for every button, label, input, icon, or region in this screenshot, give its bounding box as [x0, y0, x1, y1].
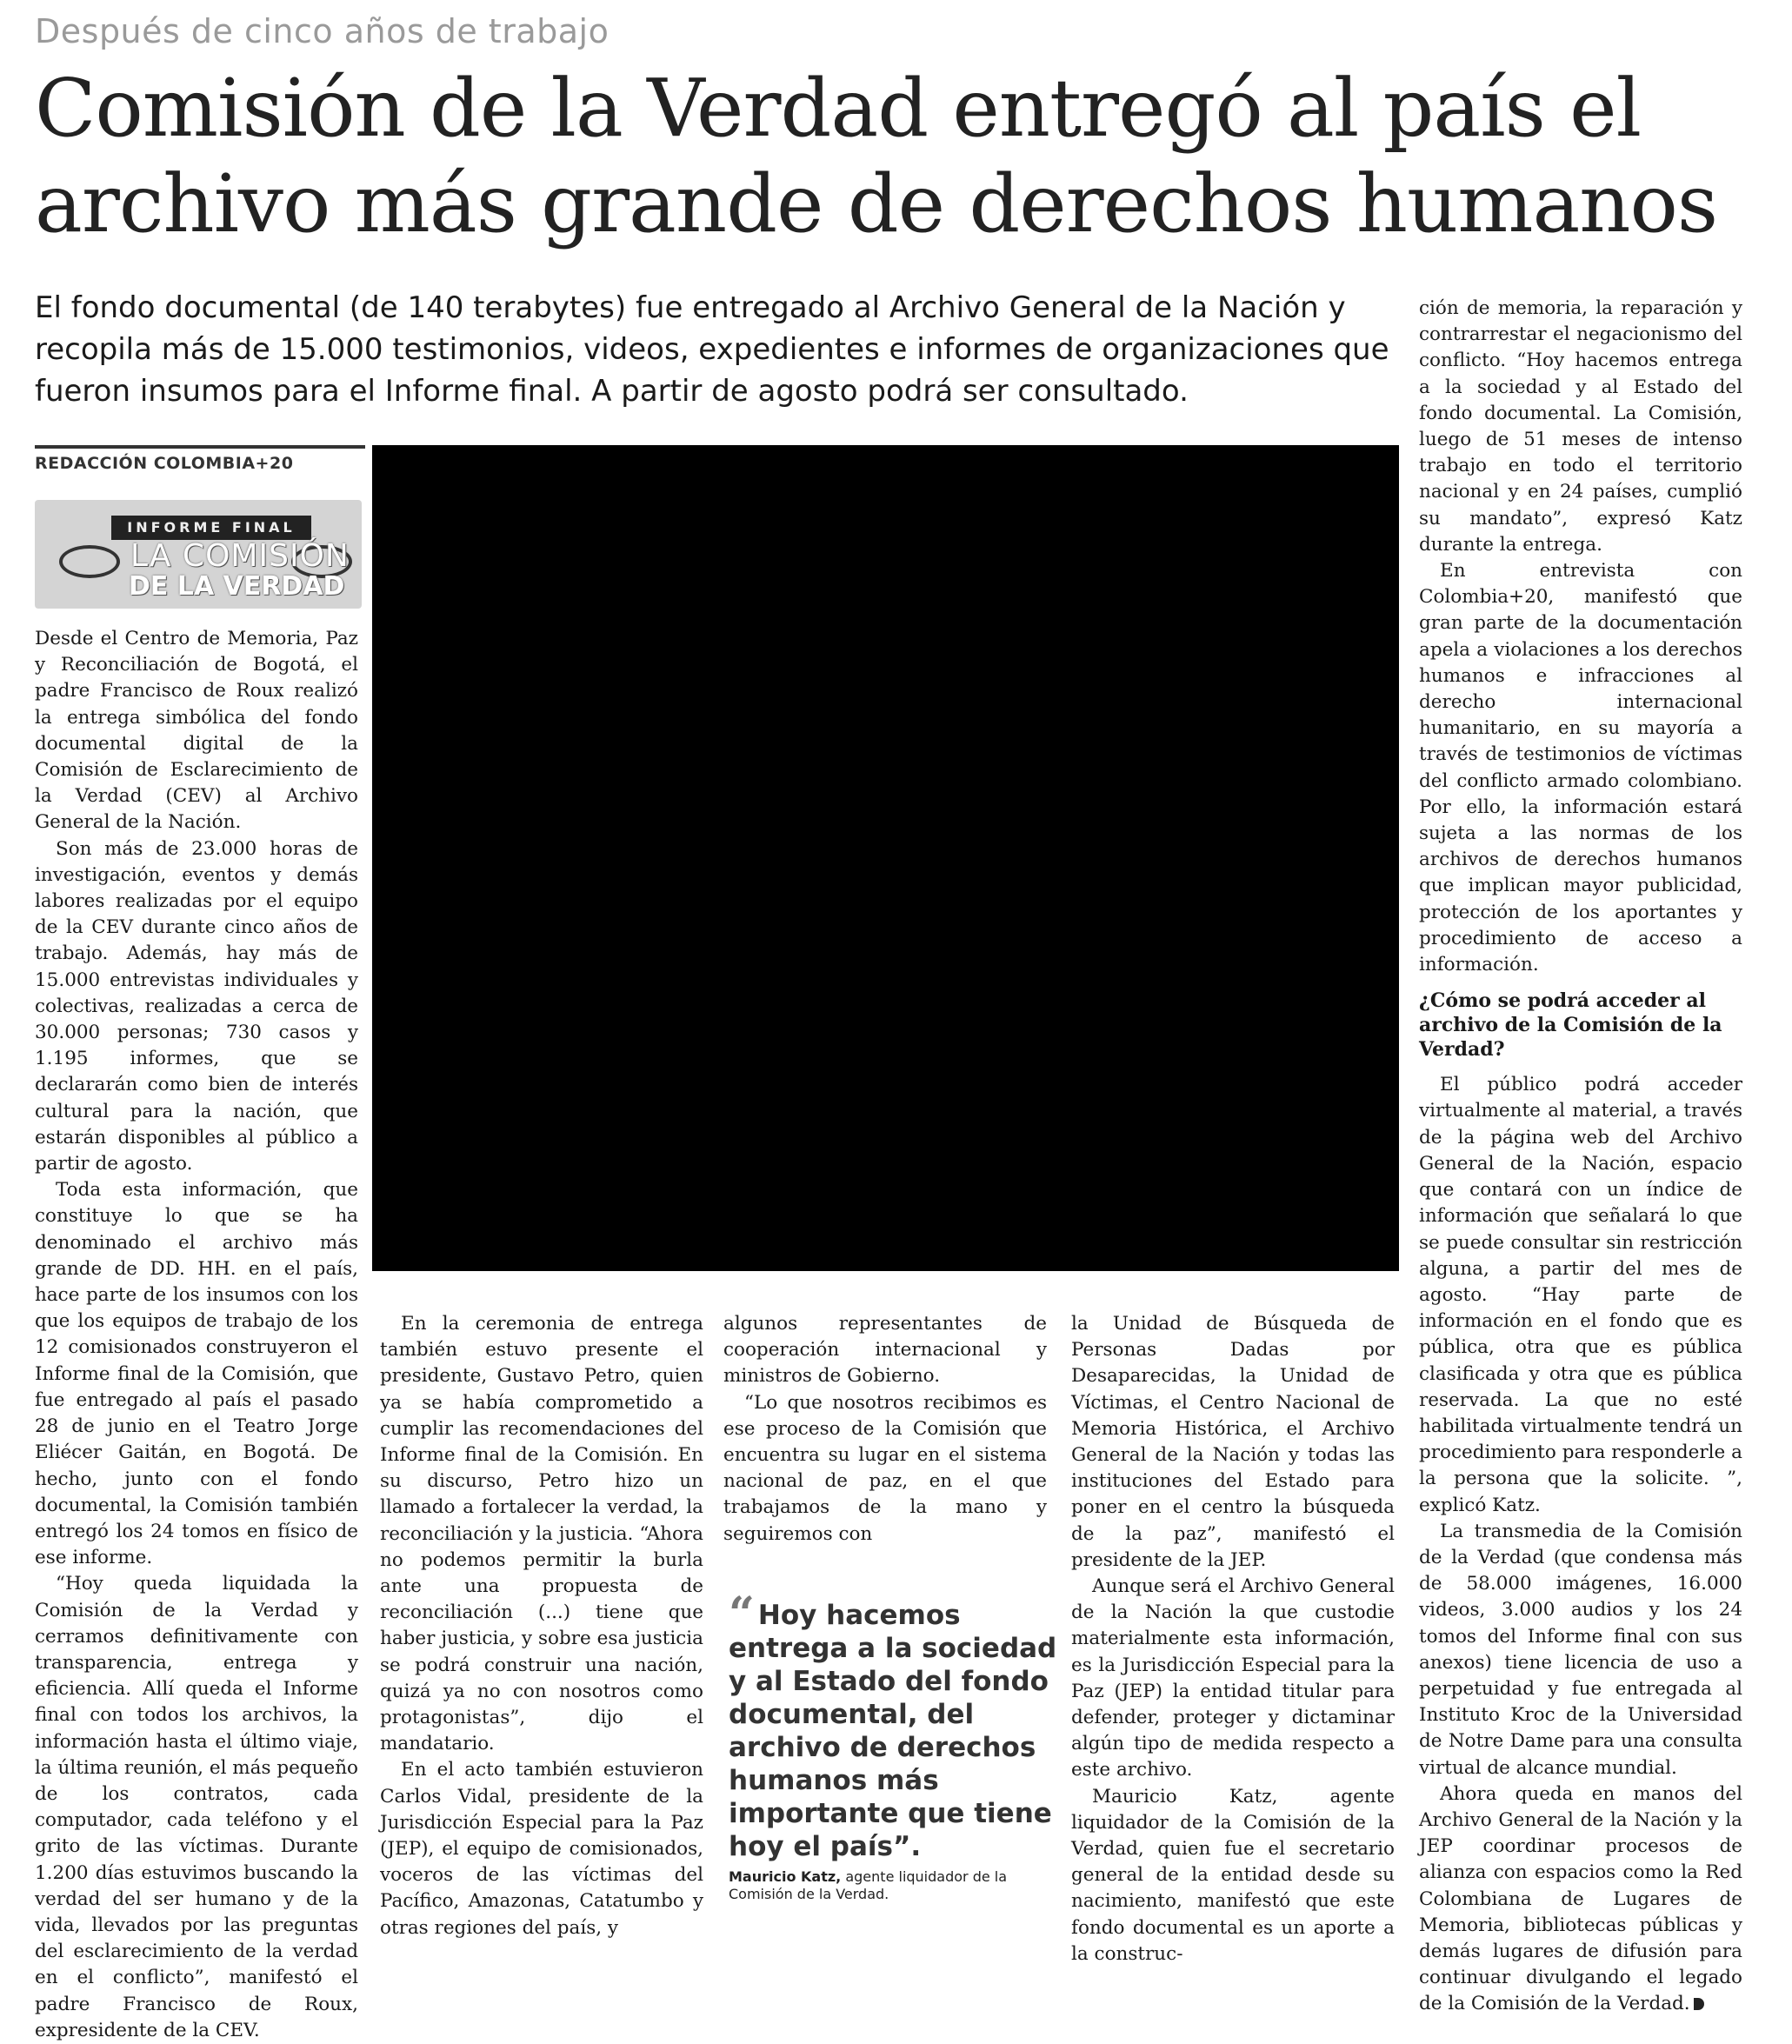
quote-mark-icon: “ — [729, 1588, 755, 1641]
redacted-photo — [372, 445, 1399, 1271]
kicker: Después de cinco años de trabajo — [35, 12, 610, 50]
article-column-5 — [1419, 296, 1742, 2015]
section-subtitle: ¿Cómo se podrá acceder al archivo de la Comisión de la Verdad? — [1419, 989, 1722, 1062]
paragraph-text: Ahora queda en manos del Archivo General de la Nación y la JEP coordinar procesos de alianza con espacios como la Red Colombiana de Lugares de Memoria, bibliotecas públicas y demás lugares de difusión para continuar divulgando el legado de la Comisión de la Verdad. — [1419, 1782, 1742, 2015]
paragraph: ción de memoria, la reparación y contrarrestar el negacionismo del conflicto. “Hoy hacemos entrega a la sociedad y al Estado del fondo documental. La Comisión, luego de 51 meses de intenso trabajo en todo el territorio nacional y en 24 países, cumplió su mandato”, expresó Katz durante la entrega. — [1419, 297, 1742, 556]
byline — [35, 445, 365, 473]
headline: Comisión de la Verdad entregó al país el archivo más grande de derechos humanos — [35, 62, 1718, 250]
article-column-4 — [1071, 1311, 1395, 1965]
pull-quote-body: Hoy hacemos entrega a la sociedad y al Estado del fondo documental, del archivo de derechos humanos más importante que tiene hoy el país”. — [729, 1600, 1057, 1862]
paragraph: Son más de 23.000 horas de investigación, eventos y demás labores realizadas por el equipo de la CEV durante cinco años de trabajo. Además, hay más de 15.000 entrevistas individuales y colectivas, realizadas a cerca de 30.000 personas; 730 casos y 1.195 informes, que se declararán como bien de interés cultural para la nación, que estarán disponibles al público a partir de agosto. — [35, 837, 358, 1175]
paragraph: Aunque será el Archivo General de la Nación la que custodie materialmente esta información, es la Jurisdicción Especial para la Paz (JEP) la entidad titular para defender, proteger y dictaminar algún tipo de medida respecto a este archivo. — [1071, 1575, 1395, 1781]
paragraph: Mauricio Katz, agente liquidador de la Comisión de la Verdad, quien fue el secretario general de la entidad desde su nacimiento, manifestó que este fondo documental es un aporte a la construc- — [1071, 1785, 1395, 1965]
article-column-2 — [380, 1311, 703, 1939]
pull-quote-text — [729, 1588, 1059, 1863]
paragraph: El público podrá acceder virtualmente al material, a través de la página web del Archivo General de la Nación, espacio que contará con un índice de información que señalará lo que se puede consultar sin restricción alguna, a partir del mes de agosto. “Hay parte de información en el fondo que es pública, otra que es pública clasificada y otra que es pública reservada. La que no esté habilitada virtualmente tendrá un procedimiento para responderle a la persona que la solicite. ”, explicó Katz. — [1419, 1074, 1742, 1516]
paragraph: Toda esta información, que constituye lo que se ha denominado el archivo más grande de DD. HH. en el país, hace parte de los insumos con los que los equipos de trabajo de los 12 comisionados construyeron el Informe final de la Comisión, que fue entregado al país el pasado 28 de junio en el Teatro Jorge Eliécer Gaitán, en Bogotá. De hecho, junto con el fondo documental, la Comisión también entregó los 24 tomos en físico de ese informe. — [35, 1179, 358, 1569]
paragraph — [1419, 1781, 1742, 2018]
paragraph: “Hoy queda liquidada la Comisión de la Verdad y cerramos definitivamente con transparencia, entrega y eficiencia. Allí queda el Informe final con todos los archivos, la información hasta el último viaje, la última reunión, el más pequeño de los contratos, cada computador, cada teléfono y el grito de las víctimas. Durante 1.200 días estuvimos buscando la verdad del ser humano y de la vida, llevados por las preguntas del esclarecimiento de la verdad en el conflicto”, manifestó el padre Francisco de Roux, expresidente de la CEV. — [35, 1573, 358, 2041]
paragraph: La transmedia de la Comisión de la Verdad (que condensa más de 58.000 imágenes, 16.000 videos, 3.000 audios y los 24 tomos del Informe final con sus anexos) tiene licencia de uso a perpetuidad y fue entregada al Instituto Kroc de la Universidad de Notre Dame para una consulta virtual de alcance mundial. — [1419, 1520, 1742, 1779]
logo-strip: INFORME FINAL — [111, 516, 311, 540]
pull-quote — [729, 1588, 1059, 1903]
paragraph: la Unidad de Búsqueda de Personas Dadas por Desaparecidas, la Unidad de Víctimas, el Centro Nacional de Memoria Histórica, el Archivo General de la Nación y todas las instituciones del Estado para poner en el centro la búsqueda de la paz”, manifestó el presidente de la JEP. — [1071, 1313, 1395, 1571]
paragraph: Desde el Centro de Memoria, Paz y Reconciliación de Bogotá, el padre Francisco de Roux realizó la entrega simbólica del fondo documental digital de la Comisión de Esclarecimiento de la Verdad (CEV) al Archivo General de la Nación. — [35, 628, 358, 834]
paragraph: algunos representantes de cooperación internacional y ministros de Gobierno. — [723, 1313, 1047, 1388]
pull-quote-attribution — [729, 1868, 1059, 1903]
section-logo — [35, 500, 362, 609]
attribution-role: agente liquidador de la Comisión de la Verdad. — [729, 1868, 1008, 1902]
end-mark-icon — [1694, 1998, 1704, 2010]
article-column-3 — [723, 1311, 1047, 1585]
attribution-name: Mauricio Katz, — [729, 1868, 842, 1885]
subhead: El fondo documental (de 140 terabytes) fue entregado al Archivo General de la Nación y recopila más de 15.000 testimonios, videos, expedientes e informes de organizaciones que fueron insumos para el Informe final. A partir de agosto podrá ser consultado. — [35, 290, 1389, 409]
paragraph: En entrevista con Colombia+20, manifestó que gran parte de la documentación apela a violaciones a los derechos humanos e infracciones al derecho internacional humanitario, en su mayoría a través de testimonios de víctimas del conflicto armado colombiano. Por ello, la información estará sujeta a las normas de los archivos de derechos humanos que implican mayor publicidad, protección de los aportantes y procedimiento de acceso a información. — [1419, 560, 1742, 976]
logo-line2: DE LA VERDAD — [129, 571, 345, 602]
paragraph: “Lo que nosotros recibimos es ese proceso de la Comisión que encuentra su lugar en el sistema nacional de paz, en el que trabajamos de la mano y seguiremos con — [723, 1391, 1047, 1545]
paragraph: En la ceremonia de entrega también estuvo presente el presidente, Gustavo Petro, quien ya se había comprometido a cumplir las recomendaciones del Informe final de la Comisión. En su discurso, Petro hizo un llamado a fortalecer la verdad, la reconciliación y la justicia. “Ahora no podemos permitir la burla ante una propuesta de reconciliación (...) tiene que haber justicia, y sobre esa justicia se podrá construir una nación, quizá ya no con nosotros como protagonistas”, dijo el mandatario. — [380, 1313, 703, 1755]
byline-text: REDACCIÓN COLOMBIA+20 — [35, 454, 294, 473]
logo-line1: LA COMISIÓN — [130, 538, 350, 574]
paragraph: En el acto también estuvieron Carlos Vidal, presidente de la Jurisdicción Especial para la Paz (JEP), el equipo de comisionados, voceros de las víctimas del Pacífico, Amazonas, Catatumbo y otras regiones del país, y — [380, 1759, 703, 1939]
article-column-1 — [35, 626, 358, 2041]
eye-icon — [59, 545, 120, 578]
